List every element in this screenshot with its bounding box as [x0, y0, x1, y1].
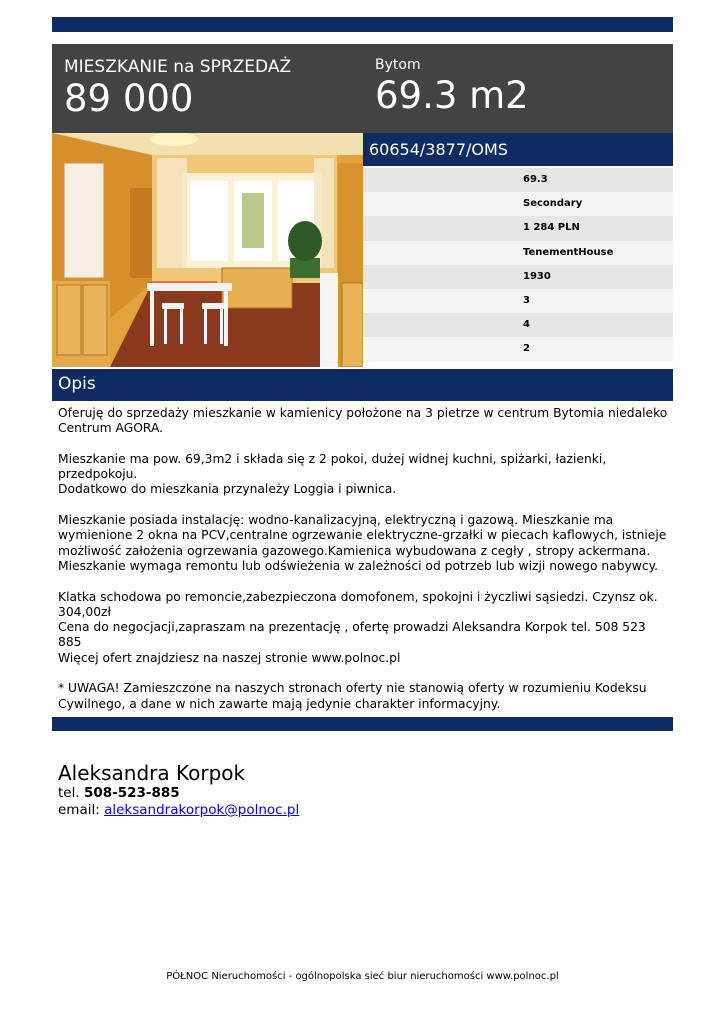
desc-line: 304,00zł: [58, 604, 111, 619]
detail-value: 69.3: [523, 174, 548, 185]
desc-line: Cywilnego, a dane w nich zawarte mają jedynie charakter informacyjny.: [58, 696, 501, 711]
offer-city: Bytom: [375, 57, 421, 73]
detail-value: 1930: [523, 270, 551, 282]
desc-line: Klatka schodowa po remoncie,zabezpieczona domofonem, spokojni i życzliwi sąsiedzi. Czynsz ok.: [58, 589, 658, 604]
details-table: [363, 168, 673, 362]
desc-line: Mieszkanie ma pow. 69,3m2 i składa się z 2 pokoi, dużej widnej kuchni, spiżarki, łazienki,: [58, 451, 607, 466]
desc-line: możliwość założenia ogrzewania gazowego.Kamienica wybudowana z cegły , stropy ackermana.: [58, 543, 651, 558]
detail-row: [363, 313, 673, 337]
desc-line: wymienione 2 okna na PCV,centralne ogrzewanie elektryczne-grzałki w piecach kaflowych, istnieje: [58, 528, 667, 543]
detail-value: 2: [523, 343, 530, 355]
desc-line: Mieszkanie posiada instalację: wodno-kanalizacyjną, elektryczną i gazową. Mieszkanie ma: [58, 513, 614, 528]
agent-phone-line: [58, 785, 299, 802]
detail-value: 3: [523, 294, 530, 306]
desc-line: Oferuję do sprzedaży mieszkanie w kamienicy położone na 3 pietrze w centrum Bytomia niedaleko: [58, 406, 668, 420]
desc-line: Mieszkanie wymaga remontu lub odświeżenia w zależności od potrzeb lub wizji nowego nabywcy.: [58, 558, 659, 573]
agent-email-line: [58, 802, 299, 819]
detail-row: [363, 289, 673, 313]
detail-row: [363, 168, 673, 192]
desc-line: Dodatkowo do mieszkania przynależy Loggia i piwnica.: [58, 482, 397, 497]
email-label: email:: [58, 802, 100, 818]
agent-email-link[interactable]: aleksandrakorpok@polnoc.pl: [104, 802, 300, 818]
description-heading: Opis: [58, 374, 96, 394]
top-bar: [52, 17, 673, 32]
detail-value: 1 284 PLN: [523, 222, 580, 234]
desc-line: * UWAGA! Zamieszczone na naszych stronach oferty nie stanowią oferty w rozumieniu Kodeksu: [58, 681, 647, 696]
detail-row: [363, 265, 673, 289]
page-footer: PÓŁNOC Nieruchomości - ogólnopolska sieć biur nieruchomości www.polnoc.pl: [166, 971, 559, 982]
agent-contact: [58, 761, 299, 819]
apartment-photo: [52, 133, 363, 367]
desc-line: przedpokoju.: [58, 467, 138, 482]
agent-name: Aleksandra Korpok: [58, 761, 246, 785]
desc-line: Centrum AGORA.: [58, 421, 164, 436]
desc-line: 885: [58, 635, 82, 650]
phone-label: tel.: [58, 785, 80, 801]
detail-row: [363, 241, 673, 265]
bottom-bar: [52, 717, 673, 731]
offer-reference: 60654/3877/OMS: [369, 140, 508, 159]
offer-reference-bar: [363, 133, 673, 166]
detail-row: [363, 337, 673, 361]
detail-value: Secondary: [523, 198, 583, 210]
agent-phone: 508-523-885: [83, 785, 180, 801]
detail-value: 4: [523, 319, 530, 331]
detail-value: TenementHouse: [523, 246, 614, 258]
offer-price: 89 000: [64, 77, 194, 120]
offer-type: MIESZKANIE na SPRZEDAŻ: [64, 57, 292, 77]
desc-line: Cena do negocjacji,zapraszam na prezentację , ofertę prowadzi Aleksandra Korpok tel. 508 523: [58, 620, 646, 635]
offer-header: [52, 44, 673, 133]
detail-row: [363, 216, 673, 240]
description-text: [58, 406, 668, 712]
offer-area: 69.3 m2: [375, 74, 529, 117]
description-heading-bar: [52, 369, 673, 401]
detail-row: [363, 192, 673, 216]
desc-line: Więcej ofert znajdziesz na naszej stronie www.polnoc.pl: [58, 650, 401, 665]
